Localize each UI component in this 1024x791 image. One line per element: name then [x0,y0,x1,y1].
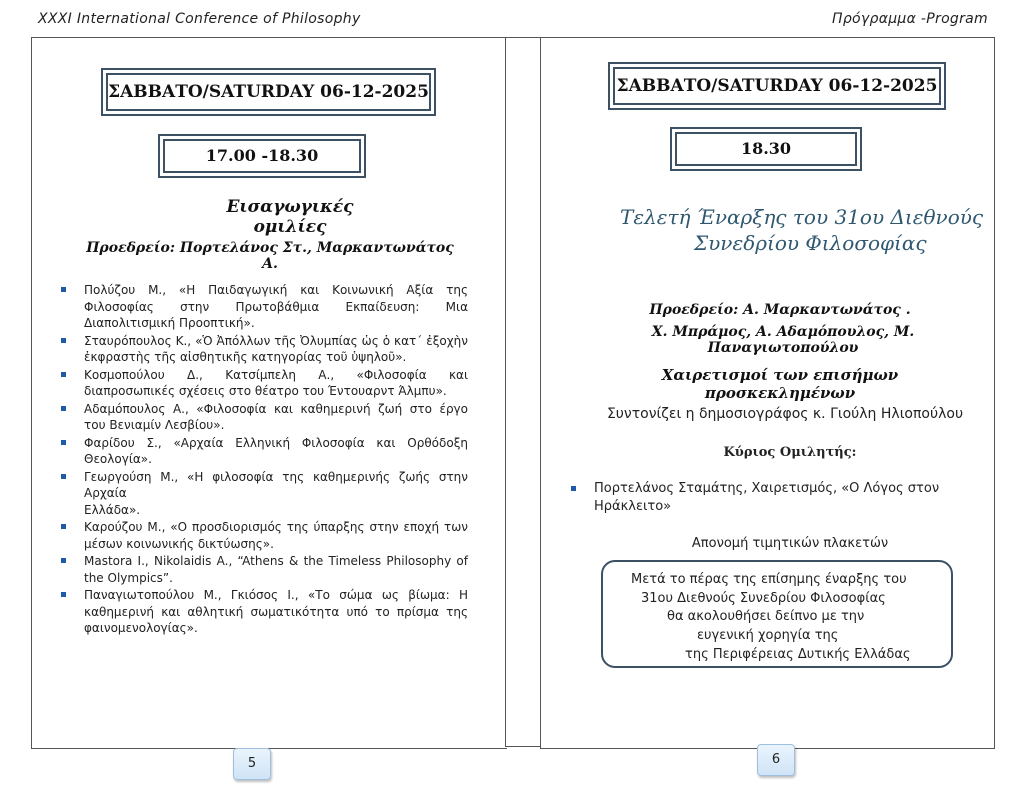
bullet-icon [61,372,66,377]
talk-item [58,553,468,586]
right-date-text: ΣΑΒΒΑΤΟ/SATURDAY 06-12-2025 [616,76,938,96]
bullet-icon [61,558,66,563]
right-date-box [613,67,941,105]
awards-line: Απονομή τιμητικών πλακετών [691,536,889,551]
left-date-box [106,73,431,111]
talks-list [58,282,468,638]
talk-item [58,282,468,332]
talk-item [58,469,468,519]
speaker-bullet [571,486,576,491]
talk-line: του Βενιαμίν Λεσβίου». [84,418,225,432]
talk-item [58,435,468,468]
left-time-box [163,139,361,173]
talk-line: Γεωργούση Μ., «Η φιλοσοφία της καθημερινής ζωής στην Αρχαία [84,469,468,500]
talk-line: Mastora I., Nikolaidis A., “Athens & the Timeless Philosophy of [84,554,468,568]
bullet-icon [61,592,66,597]
talk-line: καθημερινή και αθλητική σωματικότητα υπό το πρίσμα της [84,604,468,619]
page-gutter [505,37,540,747]
bullet-icon [61,287,66,292]
bullet-icon [61,524,66,529]
talk-line: Ελλάδα». [84,502,141,517]
talk-line: the Olympics”. [84,570,173,585]
talk-line: Φαρίδου Σ., «Αρχαία Ελληνική Φιλοσοφία και Ορθόδοξη [84,435,468,450]
talk-line: Σταυρόπουλος Κ., «Ὁ Ἀπόλλων τῆς Ὀλυμπίας ὡς ὁ κατ΄ ἐξοχὴν [84,333,468,348]
bullet-icon [61,338,66,343]
coordinator-line: Συντονίζει η δημοσιογράφος κ. Γιούλη Ηλιοπούλου [606,406,964,422]
right-chairs-line1: Προεδρείο: Α. Μαρκαντωνάτος . [649,302,911,318]
talk-item [58,519,468,552]
talk-line: Αδαμόπουλος Α., «Φιλοσοφία και καθημερινή ζωή στο έργο [84,401,468,416]
dinner-line: θα ακολουθήσει δείπνο με την [667,609,865,624]
left-chairs: Προεδρείο: Πορτελάνος Στ., Μαρκαντωνάτος Α. [86,240,454,272]
right-chairs-line2: Χ. Μπράμος, Α. Αδαμόπουλος, Μ. Παναγιωτοπούλου [651,324,915,356]
talk-item [58,367,468,400]
talk-line: Καρούζου Μ., «Ο προσδιορισμός της ύπαρξης στην εποχή των [84,520,468,534]
left-date-text: ΣΑΒΒΑΤΟ/SATURDAY 06-12-2025 [108,82,429,102]
talk-line: διαπροσωπικές σχέσεις στο θέατρο του Έντουαρντ Άλμπυ». [84,384,447,398]
talk-item [58,401,468,434]
right-time-text: 18.30 [740,139,792,158]
dinner-line: 31ου Διεθνούς Συνεδρίου Φιλοσοφίας [641,591,886,606]
left-time-text: 17.00 -18.30 [205,146,319,165]
ceremony-title-line2: Συνεδρίου Φιλοσοφίας [694,231,927,255]
ceremony-title-line1: Τελετή Έναρξης του 31ου Διεθνούς [620,205,984,229]
speaker-heading: Κύριος Ομιλητής: [723,445,857,460]
talk-line: Παναγιωτοπούλου Μ., Γκιόσος Ι., «Το σώμα ως βίωμα: Η [84,588,468,602]
speaker-line1: Πορτελάνος Σταμάτης, Χαιρετισμός, «Ο Λόγος στον [594,481,940,496]
talk-line: Διαπολιτισμική Προοπτική». [84,316,255,330]
dinner-line: της Περιφέρειας Δυτικής Ελλάδας [685,647,911,662]
bullet-icon [61,474,66,479]
page-number-right: 6 [757,744,795,776]
talk-line: μέσων κοινωνικής δικτύωσης». [84,536,274,551]
page-number-left: 5 [233,748,271,780]
speaker-line2: Ηράκλειτο» [594,499,672,514]
dinner-line: Μετά το πέρας της επίσημης έναρξης του [631,572,907,587]
greetings-line: Χαιρετισμοί των επισήμων προσκεκλημένων [661,366,899,402]
talk-line: Θεολογία». [84,452,152,466]
talk-item [58,587,468,637]
talk-line: Φιλοσοφίας στην Πρωτοβάθμια Εκπαίδευση: Μια [84,299,468,314]
talk-line: φαινομενολογίας». [84,621,198,635]
talk-line: Κοσμοπούλου Δ., Κατσίμπελη Α., «Φιλοσοφία και [84,367,468,382]
running-header-left: XXXI International Conference of Philosophy [38,11,361,27]
bullet-icon [61,440,66,445]
running-header-right: Πρόγραμμα -Program [832,11,988,27]
dinner-line: ευγενική χορηγία της [697,628,839,643]
talk-item [58,333,468,366]
session-title: Εισαγωγικές ομιλίες [226,197,354,237]
bullet-icon [61,406,66,411]
talk-line: ἐκφραστὴς τῆς αἰσθητικῆς κατηγορίας τοῦ ὑψηλοῦ». [84,350,407,364]
talk-line: Πολύζου Μ., «Η Παιδαγωγική και Κοινωνική Αξία της [84,283,468,297]
dinner-notice-box [601,560,953,668]
right-time-box [675,132,857,166]
